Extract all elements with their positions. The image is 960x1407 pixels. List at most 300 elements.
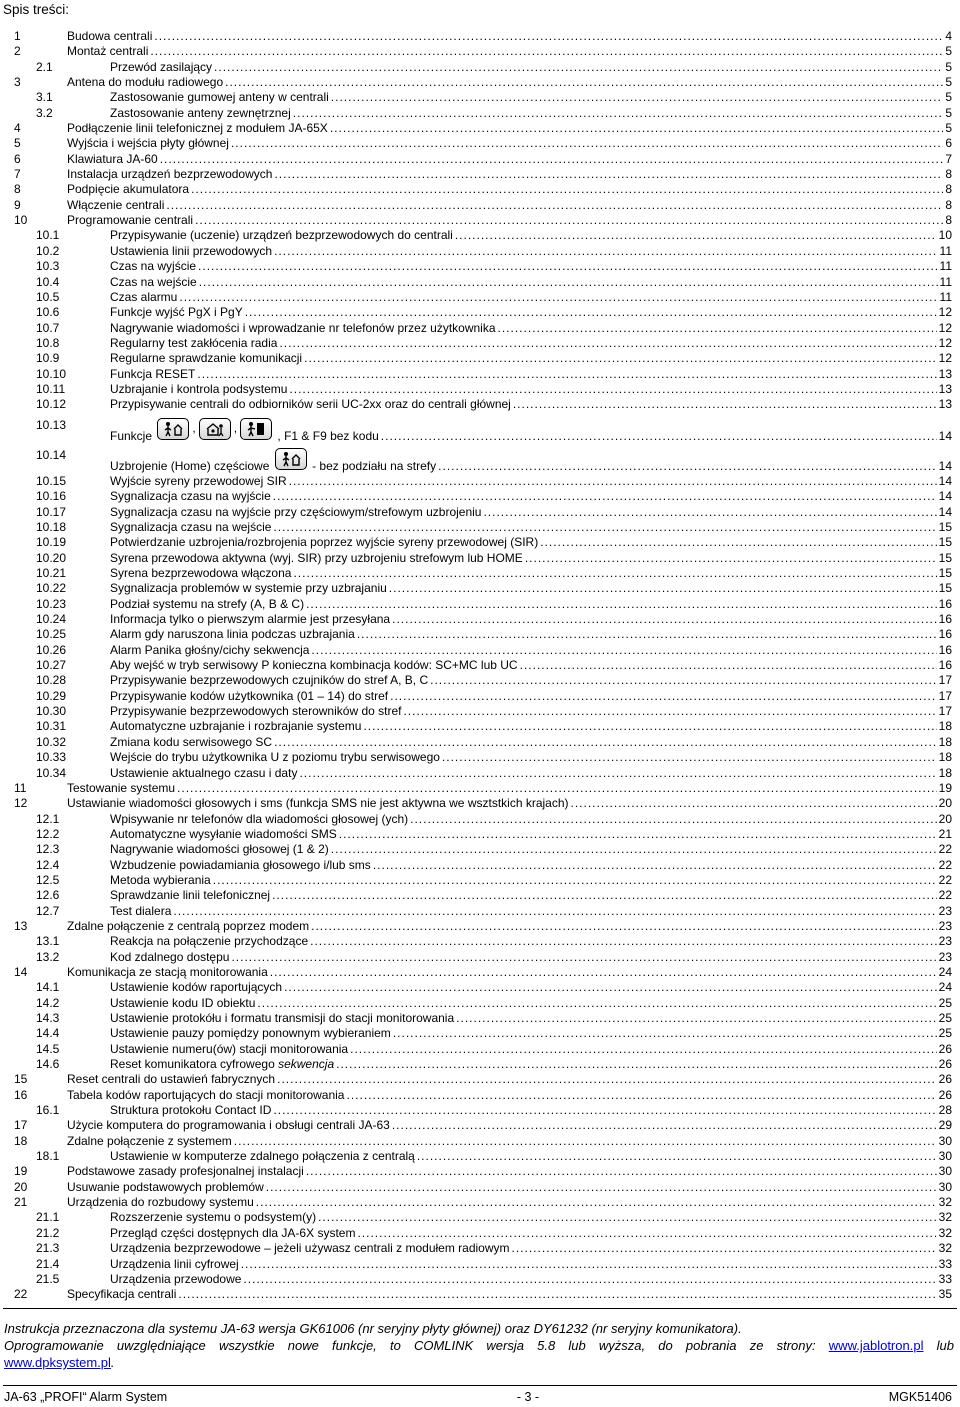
toc-entry[interactable] [0, 581, 960, 596]
toc-line [67, 29, 952, 44]
toc-entry[interactable] [0, 551, 960, 566]
toc-line [110, 934, 952, 949]
toc-number: 10.6 [36, 305, 60, 320]
toc-entry[interactable] [0, 413, 960, 444]
note-text: Oprogramowanie uwzględniające wszystkie nowe funkcje, to COMLINK wersja 5.8 lub wyższa, do pobrania ze strony: [4, 1338, 816, 1353]
toc-number: 10.7 [36, 320, 60, 335]
toc-title-text: Tabela kodów raportujących do stacji monitorowania [67, 1087, 345, 1102]
toc-line [110, 950, 952, 965]
toc-leader-dots [225, 75, 943, 90]
toc-line [110, 1042, 952, 1057]
toc-entry[interactable] [0, 520, 960, 535]
toc-title [67, 781, 175, 796]
toc-entry[interactable] [0, 735, 960, 750]
toc-line [110, 812, 952, 827]
toc-entry[interactable] [0, 90, 960, 105]
toc-line [110, 244, 952, 259]
toc-leader-dots [266, 1180, 937, 1195]
toc-title [110, 90, 329, 105]
toc-entry[interactable] [0, 766, 960, 781]
table-of-contents [0, 29, 960, 1303]
toc-page-number: 15 [938, 581, 952, 596]
toc-entry[interactable] [0, 75, 960, 90]
toc-page-number: 15 [938, 535, 952, 550]
toc-title-text: Reakcja na połączenie przychodzące [110, 934, 309, 949]
toc-leader-dots [243, 1272, 936, 1287]
toc-entry[interactable] [0, 566, 960, 581]
toc-page-number: 32 [938, 1210, 952, 1225]
toc-number: 14.6 [36, 1057, 60, 1072]
toc-title [110, 448, 436, 474]
toc-title [110, 397, 511, 412]
toc-title-text: Przypisywanie bezprzewodowych czujników do stref A, B, C [110, 673, 429, 688]
toc-line [110, 1149, 952, 1164]
toc-entry[interactable] [0, 44, 960, 59]
toc-leader-dots [299, 766, 936, 781]
toc-entry[interactable] [0, 842, 960, 857]
toc-entry[interactable] [0, 904, 960, 919]
toc-entry[interactable] [0, 781, 960, 796]
toc-leader-dots [392, 612, 937, 627]
toc-page-number: 12 [938, 351, 952, 366]
toc-leader-dots [331, 90, 944, 105]
toc-title-text: Urządzenia przewodowe [110, 1271, 242, 1286]
toc-title [110, 904, 171, 919]
toc-title-text: Przypisywanie bezprzewodowych sterowników do stref [110, 704, 402, 719]
toc-leader-dots [150, 44, 943, 59]
toc-line [110, 904, 952, 919]
toc-number: 22 [14, 1287, 28, 1302]
toc-entry[interactable] [0, 443, 960, 474]
toc-number: 12.7 [36, 903, 60, 918]
toc-title-text: Przypisywanie kodów użytkownika (01 – 14) do stref [110, 688, 389, 703]
toc-leader-dots [393, 1026, 937, 1041]
toc-leader-dots [525, 551, 937, 566]
toc-number: 5 [14, 136, 21, 151]
toc-page-number: 5 [945, 75, 952, 90]
home-key-icon [275, 448, 307, 470]
toc-title-text: Funkcje wyjść PgX i PgY [110, 305, 243, 320]
toc-line [110, 766, 952, 781]
toc-number: 10.10 [36, 366, 67, 381]
toc-page-number: 11 [939, 274, 952, 289]
toc-number: 10.18 [36, 520, 67, 534]
toc-title-text: Informacja tylko o pierwszym alarmie jest przesyłana [110, 612, 391, 627]
toc-entry[interactable] [0, 689, 960, 704]
toc-title-text: Alarm Panika głośny/cichy sekwencja [110, 642, 310, 657]
toc-leader-dots [392, 1118, 937, 1133]
toc-entry[interactable] [0, 980, 960, 995]
toc-page-number: 30 [938, 1164, 952, 1179]
toc-title [110, 1257, 239, 1272]
toc-title [67, 965, 268, 980]
toc-page-number: 13 [938, 397, 952, 412]
toc-title [67, 796, 569, 811]
toc-leader-dots [272, 888, 937, 903]
toc-title [67, 1134, 232, 1149]
toc-title [110, 827, 337, 842]
toc-title-text: Wyjścia i wejścia płyty głównej [67, 136, 229, 151]
toc-number: 16.1 [36, 1103, 60, 1118]
toc-page-number: 15 [938, 566, 952, 581]
toc-entry[interactable] [0, 888, 960, 903]
toc-entry[interactable] [0, 627, 960, 642]
toc-line [110, 1057, 952, 1072]
toc-entry[interactable] [0, 1088, 960, 1103]
toc-line [67, 167, 952, 182]
toc-line [67, 1164, 952, 1179]
toc-entry[interactable] [0, 796, 960, 811]
toc-entry[interactable] [0, 1072, 960, 1087]
toc-entry[interactable] [0, 213, 960, 228]
toc-line [110, 321, 952, 336]
jablotron-link[interactable]: www.jablotron.pl [828, 1338, 924, 1353]
toc-page-number: 18 [938, 719, 952, 734]
toc-line [110, 581, 952, 596]
toc-page-number: 8 [945, 182, 952, 197]
toc-leader-dots [318, 1210, 937, 1225]
toc-number: 14.5 [36, 1041, 60, 1056]
toc-page-number: 15 [938, 550, 952, 565]
toc-leader-dots [350, 1042, 937, 1057]
toc-entry[interactable] [0, 198, 960, 213]
toc-title [110, 1241, 510, 1256]
toc-entry[interactable] [0, 474, 960, 489]
toc-number: 17 [14, 1118, 28, 1133]
toc-title-text: Instalacja urządzeń bezprzewodowych [67, 167, 273, 182]
toc-entry[interactable] [0, 152, 960, 167]
toc-line [110, 351, 952, 366]
toc-entry[interactable] [0, 812, 960, 827]
toc-page-number: 8 [945, 197, 952, 212]
footer-left: JA-63 „PROFI“ Alarm System [4, 1390, 168, 1404]
toc-line [110, 106, 952, 121]
toc-title-text: Sygnalizacja problemów w systemie przy uzbrajaniu [110, 581, 387, 596]
toc-entry[interactable] [0, 658, 960, 673]
toc-line [67, 198, 952, 213]
toc-entry[interactable] [0, 1241, 960, 1256]
toc-number: 14.3 [36, 1011, 60, 1025]
toc-page-number: 12 [938, 305, 952, 320]
toc-entry[interactable] [0, 1057, 960, 1072]
toc-title-text: Urządzenia do rozbudowy systemu [67, 1195, 254, 1210]
toc-entry[interactable] [0, 397, 960, 412]
toc-page-number: 29 [938, 1118, 952, 1133]
toc-number: 2.1 [36, 59, 53, 74]
toc-entry[interactable] [0, 1026, 960, 1041]
toc-page-number: 22 [938, 872, 952, 887]
toc-entry[interactable] [0, 1272, 960, 1287]
footer-divider [3, 1385, 957, 1386]
toc-number: 11 [14, 780, 27, 795]
toc-leader-dots [304, 351, 937, 366]
note-line-2 [4, 1337, 954, 1354]
toc-entry[interactable] [0, 1042, 960, 1057]
toc-entry[interactable] [0, 873, 960, 888]
toc-line [110, 1210, 952, 1225]
toc-entry[interactable] [0, 704, 960, 719]
toc-title-text: Zmiana kodu serwisowego SC [110, 734, 273, 749]
toc-entry[interactable] [0, 167, 960, 182]
toc-number: 21.1 [36, 1210, 60, 1225]
toc-page-number: 22 [938, 842, 952, 857]
toc-title-text: Specyfikacja centrali [67, 1287, 177, 1302]
toc-title [110, 704, 401, 719]
toc-line [110, 612, 952, 627]
toc-number: 10.5 [36, 289, 60, 304]
toc-page-number: 33 [938, 1256, 952, 1271]
toc-entry[interactable] [0, 643, 960, 658]
toc-entry[interactable] [0, 535, 960, 550]
toc-title-suffix: , F1 & F9 bez kodu [277, 428, 379, 443]
toc-leader-dots [311, 643, 936, 658]
toc-number: 14.4 [36, 1026, 60, 1041]
toc-page-number: 26 [938, 1057, 952, 1072]
toc-entry[interactable] [0, 1164, 960, 1179]
toc-title-text: Użycie komputera do programowania i obsługi centrali JA-63 [67, 1118, 390, 1133]
toc-line [110, 228, 952, 243]
toc-entry[interactable] [0, 1011, 960, 1026]
toc-title [110, 950, 229, 965]
toc-entry[interactable] [0, 1287, 960, 1302]
toc-line [110, 719, 952, 734]
toc-title [110, 934, 308, 949]
toc-leader-dots [274, 167, 943, 182]
toc-entry[interactable] [0, 1210, 960, 1225]
toc-page-number: 33 [938, 1271, 952, 1286]
toc-leader-dots [293, 106, 944, 121]
toc-title-text: Komunikacja ze stacją monitorowania [67, 964, 268, 979]
toc-line [67, 1118, 952, 1133]
toc-leader-dots [363, 719, 936, 734]
toc-title-text: Ustawienie kodów raportujących [110, 980, 283, 995]
toc-line [67, 1134, 952, 1149]
toc-title [110, 474, 287, 489]
toc-number: 13.2 [36, 949, 60, 964]
toc-page-number: 14 [938, 459, 952, 474]
toc-entry[interactable] [0, 336, 960, 351]
toc-entry[interactable] [0, 750, 960, 765]
toc-title-text: Reset komunikatora cyfrowego [110, 1057, 275, 1072]
toc-entry[interactable] [0, 121, 960, 136]
toc-page-number: 15 [938, 520, 952, 534]
toc-title [67, 1195, 254, 1210]
toc-leader-dots [410, 812, 937, 827]
toc-line [67, 781, 952, 796]
divider [3, 1308, 957, 1309]
toc-title [110, 1103, 271, 1118]
toc-title [110, 888, 270, 903]
page-title: Spis treści: [3, 2, 70, 17]
toc-number: 10.24 [36, 612, 67, 627]
toc-line [110, 535, 952, 550]
toc-title-text: Syrena bezprzewodowa włączona [110, 566, 292, 581]
toc-leader-dots [540, 535, 936, 550]
toc-line [110, 505, 952, 520]
keypad-keys [273, 448, 309, 470]
toc-page-number: 14 [938, 428, 952, 443]
toc-entry[interactable] [0, 858, 960, 873]
toc-page-number: 32 [938, 1195, 952, 1210]
toc-entry[interactable] [0, 719, 960, 734]
toc-title-text: Zdalne połączenie z centralą poprzez modem [67, 918, 310, 933]
toc-title [110, 996, 255, 1011]
toc-entry[interactable] [0, 827, 960, 842]
toc-title-text: Budowa centrali [67, 29, 153, 43]
toc-entry[interactable] [0, 612, 960, 627]
toc-title-text: Nagrywanie wiadomości głosowej (1 & 2) [110, 842, 329, 857]
toc-number: 14.1 [36, 980, 60, 995]
toc-page-number: 13 [938, 381, 952, 396]
toc-leader-dots [357, 1226, 936, 1241]
toc-line [110, 448, 952, 474]
toc-entry[interactable] [0, 275, 960, 290]
toc-line [110, 290, 952, 305]
toc-number: 2 [14, 44, 21, 59]
toc-title-text: Czas na wyjście [110, 259, 197, 274]
toc-entry[interactable] [0, 489, 960, 504]
toc-entry[interactable] [0, 1226, 960, 1241]
dpksystem-link[interactable]: www.dpksystem.pl [4, 1355, 111, 1370]
toc-title [67, 44, 148, 59]
toc-number: 14.2 [36, 995, 60, 1010]
toc-entry[interactable] [0, 1195, 960, 1210]
toc-line [67, 1287, 952, 1302]
toc-entry[interactable] [0, 1134, 960, 1149]
toc-entry[interactable] [0, 919, 960, 934]
toc-title [67, 29, 152, 44]
toc-title-text: Automatyczne wysyłanie wiadomości SMS [110, 826, 337, 841]
toc-line [110, 627, 952, 642]
toc-title-text: Funkcja RESET [110, 366, 196, 381]
toc-entry[interactable] [0, 597, 960, 612]
toc-line [110, 643, 952, 658]
toc-entry[interactable] [0, 305, 960, 320]
toc-number: 10.34 [36, 765, 67, 780]
toc-leader-dots [273, 489, 937, 504]
toc-number: 10.28 [36, 673, 67, 688]
toc-number: 10.8 [36, 335, 60, 350]
toc-number: 3.1 [36, 90, 53, 105]
toc-title [110, 336, 277, 351]
toc-leader-dots [293, 566, 936, 581]
toc-entry[interactable] [0, 965, 960, 980]
toc-number: 10.9 [36, 351, 60, 366]
toc-title [110, 535, 538, 550]
toc-entry[interactable] [0, 1257, 960, 1272]
toc-title [110, 244, 272, 259]
toc-title-text: Urządzenia bezprzewodowe – jeżeli używasz centrali z modułem radiowym [110, 1241, 510, 1256]
toc-entry[interactable] [0, 228, 960, 243]
toc-entry[interactable] [0, 259, 960, 274]
toc-entry[interactable] [0, 1118, 960, 1133]
toc-leader-dots [442, 750, 937, 765]
toc-title-text: Klawiatura JA-60 [67, 151, 158, 166]
toc-entry[interactable] [0, 29, 960, 44]
toc-leader-dots [231, 950, 936, 965]
toc-number: 12.5 [36, 872, 60, 887]
toc-line [67, 1072, 952, 1087]
toc-title-text: Test dialera [110, 903, 172, 918]
toc-leader-dots [331, 842, 937, 857]
toc-entry[interactable] [0, 182, 960, 197]
keypad-keys [155, 418, 274, 440]
toc-entry[interactable] [0, 106, 960, 121]
toc-title [110, 551, 523, 566]
toc-leader-dots [289, 382, 936, 397]
note-end: . [110, 1355, 115, 1370]
toc-entry[interactable] [0, 60, 960, 75]
toc-entry[interactable] [0, 1103, 960, 1118]
toc-entry[interactable] [0, 290, 960, 305]
toc-page-number: 32 [938, 1241, 952, 1256]
toc-page-number: 16 [938, 596, 952, 611]
toc-title-text: Alarm gdy naruszona linia podczas uzbrajania [110, 627, 355, 642]
toc-entry[interactable] [0, 367, 960, 382]
toc-line [67, 1195, 952, 1210]
toc-title [67, 152, 158, 167]
toc-number: 1 [14, 29, 21, 43]
toc-entry[interactable] [0, 505, 960, 520]
toc-entry[interactable] [0, 351, 960, 366]
toc-title [67, 1164, 304, 1179]
toc-leader-dots [191, 182, 943, 197]
toc-title-text: Aby wejść w tryb serwisowy P konieczna kombinacja kodów: SC+MC lub UC [110, 658, 518, 673]
toc-leader-dots [241, 1257, 937, 1272]
toc-title-text: Nagrywanie wiadomości i wprowadzanie nr telefonów przez użytkownika [110, 320, 496, 335]
toc-entry[interactable] [0, 996, 960, 1011]
toc-entry[interactable] [0, 934, 960, 949]
toc-title-text: Ustawienia linii przewodowych [110, 243, 273, 258]
toc-entry[interactable] [0, 950, 960, 965]
footer-page-number: - 3 - [516, 1390, 540, 1404]
toc-title [110, 1226, 355, 1241]
toc-title-text: Ustawienie pauzy pomiędzy ponownym wybieraniem [110, 1026, 391, 1041]
toc-title-text: Czas na wejście [110, 274, 197, 289]
home-key-icon [157, 418, 189, 440]
toc-line [67, 152, 952, 167]
key-separator: , [233, 420, 238, 435]
toc-title-text: Urządzenia linii cyfrowej [110, 1256, 239, 1271]
toc-entry[interactable] [0, 321, 960, 336]
toc-line [110, 418, 952, 444]
toc-title [110, 719, 361, 734]
toc-title [110, 1011, 454, 1026]
toc-title [110, 750, 440, 765]
toc-entry[interactable] [0, 673, 960, 688]
toc-number: 10.4 [36, 274, 60, 289]
toc-title-text: Rozszerzenie systemu o podsystem(y) [110, 1210, 317, 1225]
toc-entry[interactable] [0, 1180, 960, 1195]
toc-line [110, 1272, 952, 1287]
toc-entry[interactable] [0, 244, 960, 259]
toc-page-number: 22 [938, 857, 952, 872]
toc-entry[interactable] [0, 1149, 960, 1164]
toc-entry[interactable] [0, 382, 960, 397]
toc-page-number: 35 [938, 1287, 952, 1302]
toc-leader-dots [430, 673, 937, 688]
toc-line [110, 1226, 952, 1241]
toc-title-text: Wpisywanie nr telefonów dla wiadomości głosowej (ych) [110, 811, 409, 826]
toc-title-text: Podstawowe zasady profesjonalnej instalacji [67, 1164, 304, 1179]
toc-line [110, 259, 952, 274]
toc-leader-dots [389, 581, 937, 596]
toc-leader-dots [173, 904, 936, 919]
toc-line [67, 1088, 952, 1103]
toc-page-number: 8 [945, 167, 952, 182]
toc-title-text: Ustawienie w komputerze zdalnego połączenia z centralą [110, 1149, 415, 1164]
toc-entry[interactable] [0, 136, 960, 151]
